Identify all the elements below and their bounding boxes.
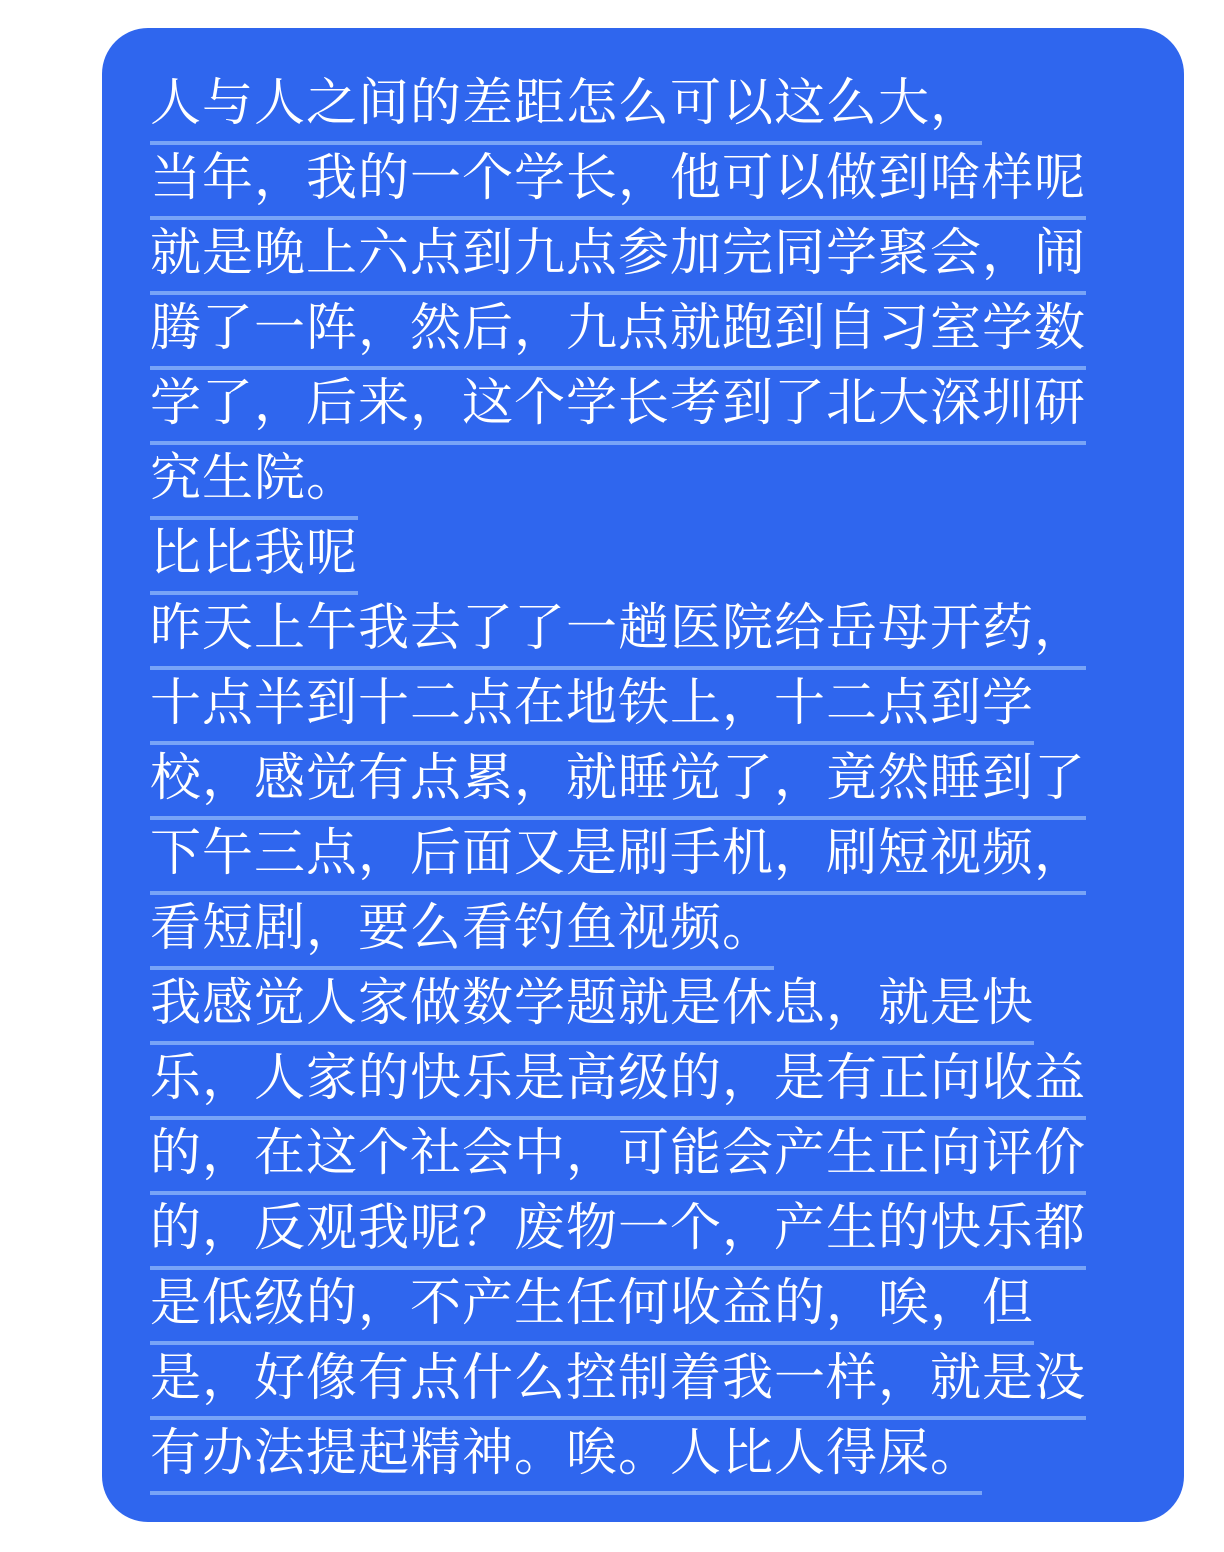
message-line: 就是晚上六点到九点参加完同学聚会，闹 (150, 220, 1086, 295)
message-text (150, 70, 1110, 1495)
message-line: 乐，人家的快乐是高级的，是有正向收益 (150, 1045, 1086, 1120)
message-line: 究生院。 (150, 445, 358, 520)
message-line: 的，反观我呢？废物一个，产生的快乐都 (150, 1195, 1086, 1270)
message-line: 下午三点，后面又是刷手机，刷短视频， (150, 820, 1086, 895)
message-line: 校，感觉有点累，就睡觉了，竟然睡到了 (150, 745, 1086, 820)
message-line: 看短剧，要么看钓鱼视频。 (150, 895, 774, 970)
message-line: 比比我呢 (150, 520, 358, 595)
message-line: 人与人之间的差距怎么可以这么大， (150, 70, 982, 145)
message-line: 十点半到十二点在地铁上，十二点到学 (150, 670, 1034, 745)
message-line: 腾了一阵，然后，九点就跑到自习室学数 (150, 295, 1086, 370)
message-line: 的，在这个社会中，可能会产生正向评价 (150, 1120, 1086, 1195)
message-line: 是，好像有点什么控制着我一样，就是没 (150, 1345, 1086, 1420)
message-line: 我感觉人家做数学题就是休息，就是快 (150, 970, 1034, 1045)
message-line: 是低级的，不产生任何收益的，唉，但 (150, 1270, 1034, 1345)
message-line: 昨天上午我去了了一趟医院给岳母开药， (150, 595, 1086, 670)
message-line: 学了，后来，这个学长考到了北大深圳研 (150, 370, 1086, 445)
message-line: 当年，我的一个学长，他可以做到啥样呢 (150, 145, 1086, 220)
message-line: 有办法提起精神。唉。人比人得屎。 (150, 1420, 982, 1495)
